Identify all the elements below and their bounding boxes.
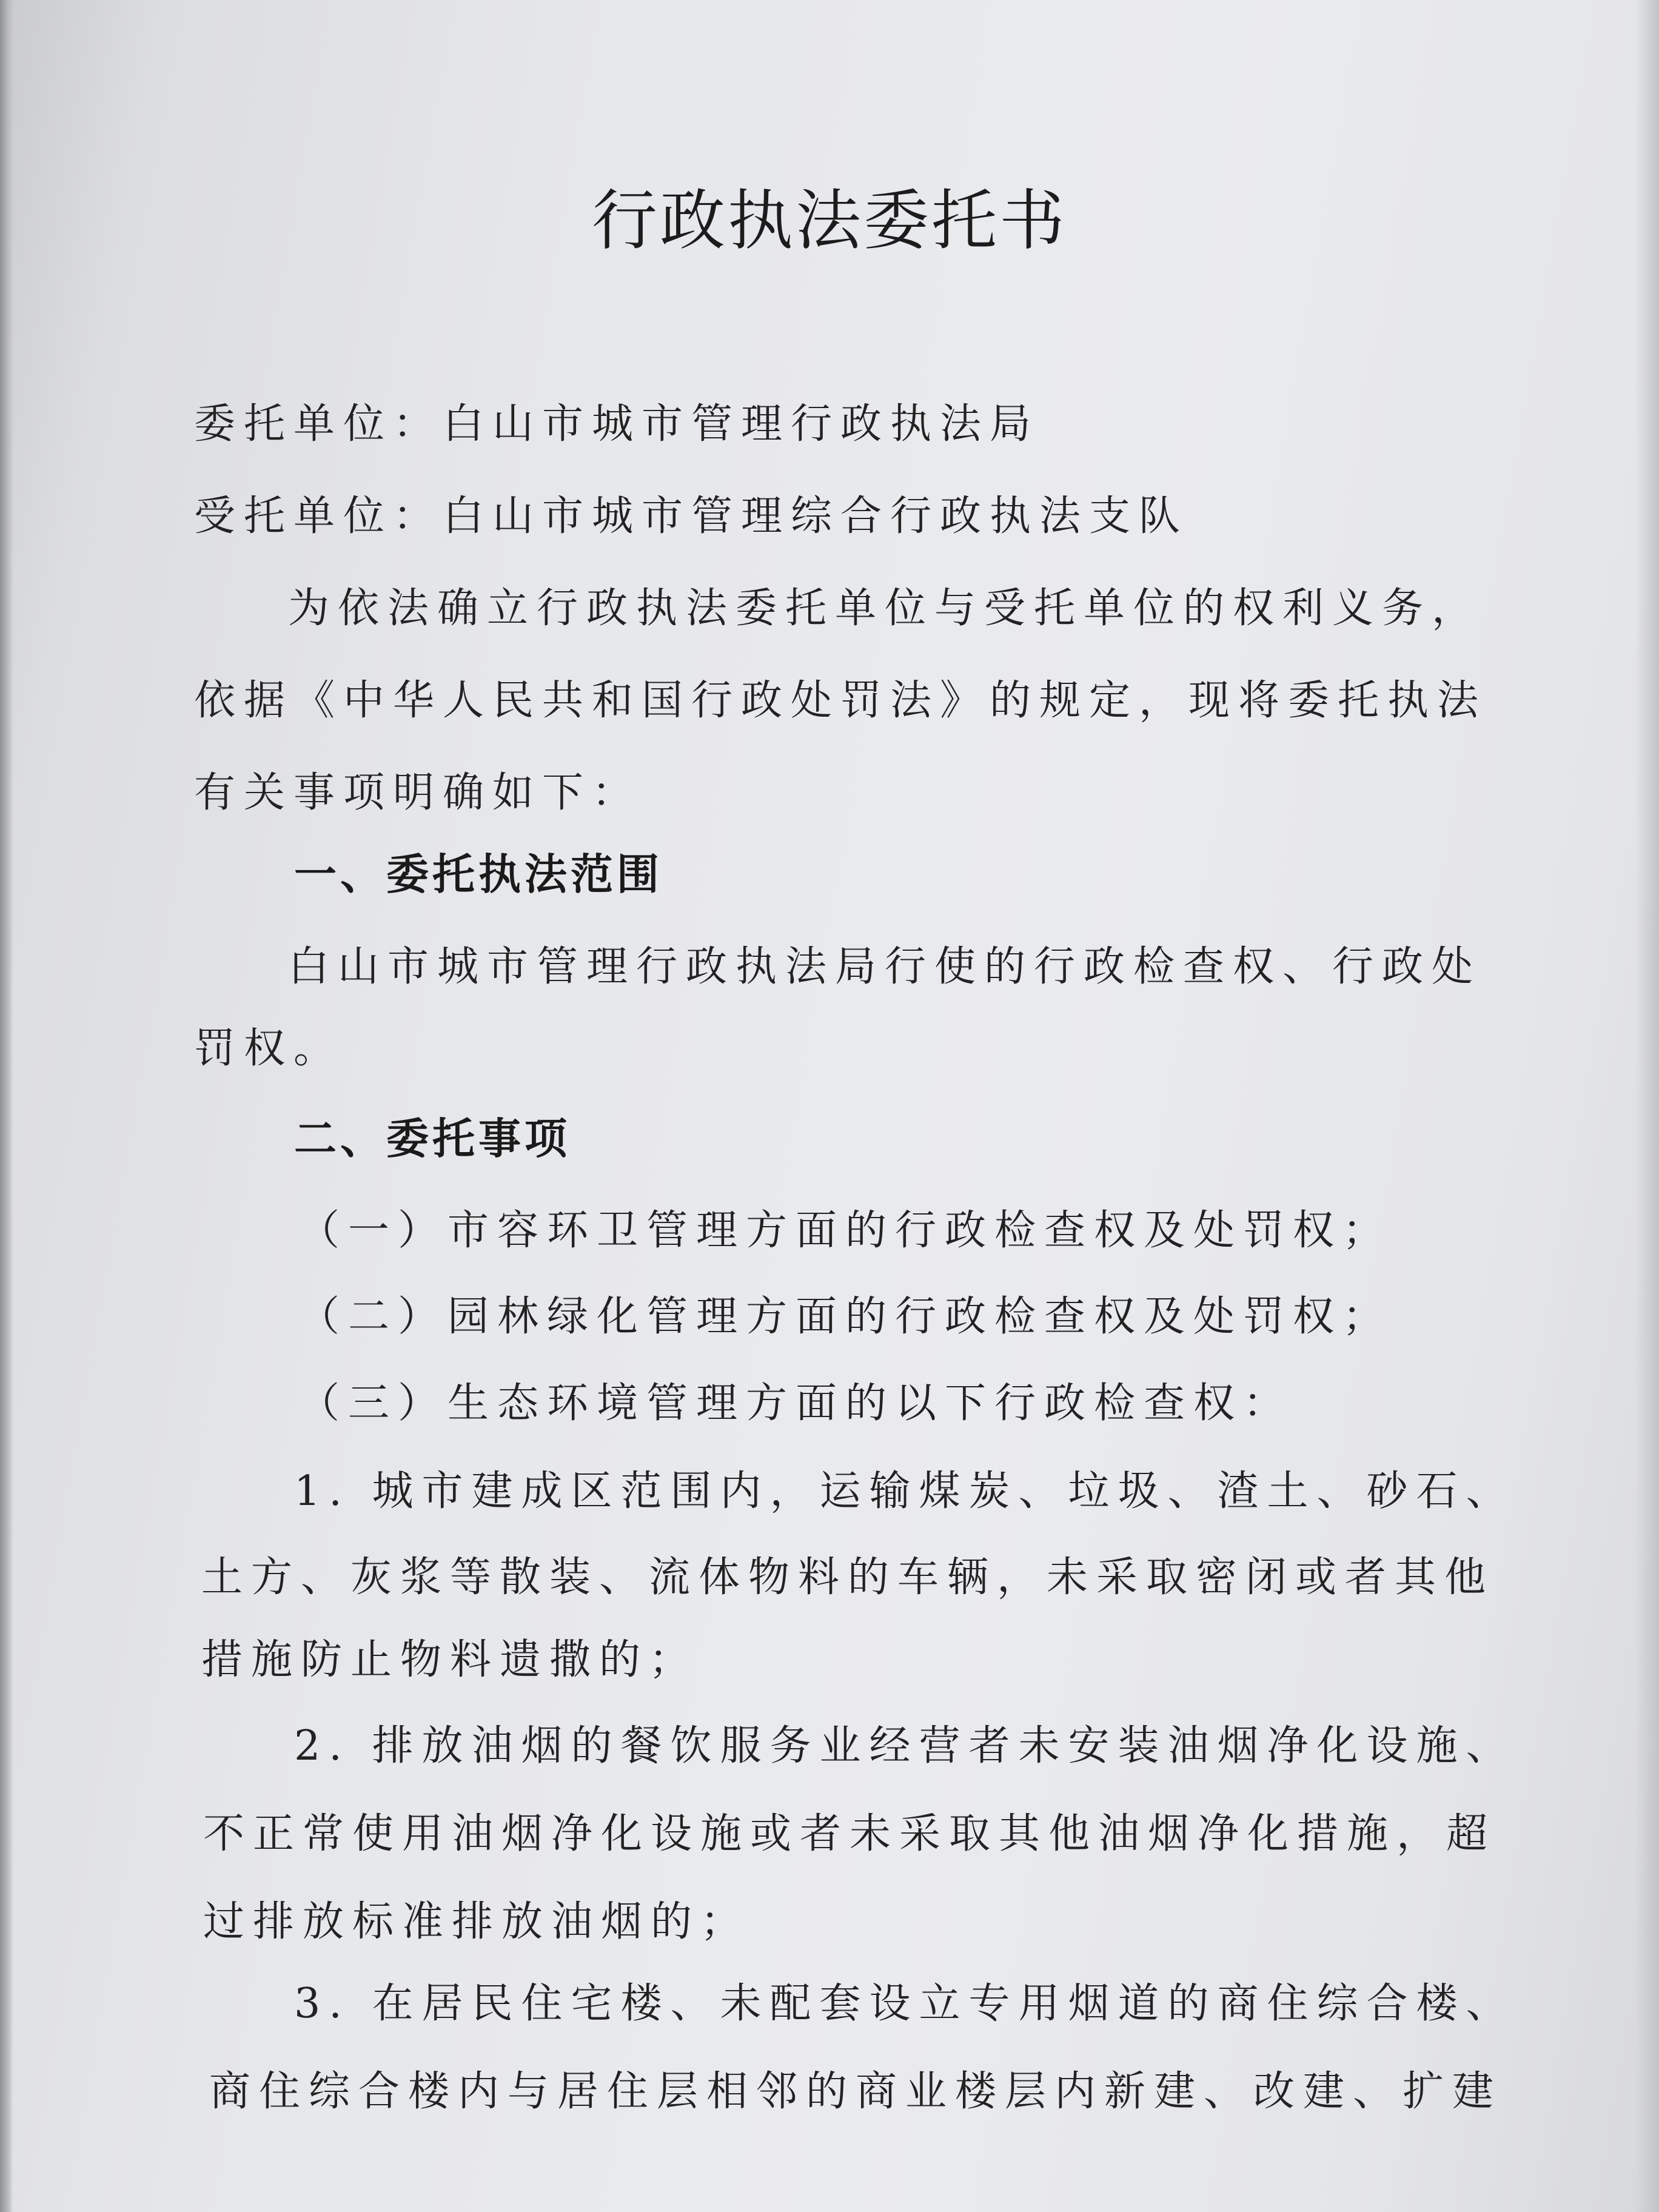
item1-line-3: 措施防止物料遗撒的；: [201, 1636, 699, 1684]
document-title: 行政执法委托书: [591, 183, 1067, 259]
intro-line-3: 有关事项明确如下：: [194, 769, 642, 817]
item2-line-1: 2. 排放油烟的餐饮服务业经营者未安装油烟净化设施、: [294, 1722, 1516, 1770]
item3-line-1: 3. 在居民住宅楼、未配套设立专用烟道的商住综合楼、: [294, 1980, 1516, 2028]
section1-heading: 一、委托执法范围: [294, 850, 663, 899]
intro-line-1: 为依法确立行政执法委托单位与受托单位的权利义务，: [288, 585, 1482, 632]
subitem-1: （一）市容环卫管理方面的行政检查权及处罚权；: [298, 1207, 1393, 1255]
item3-line-2: 商住综合楼内与居住层相邻的商业楼层内新建、改建、扩建: [209, 2068, 1503, 2116]
subitem-2: （二）园林绿化管理方面的行政检查权及处罚权；: [298, 1293, 1393, 1341]
item2-line-2: 不正常使用油烟净化设施或者未采取其他油烟净化措施，超: [203, 1810, 1496, 1858]
entrusted-party-line: 受托单位：白山市城市管理综合行政执法支队: [194, 492, 1189, 540]
intro-line-2: 依据《中华人民共和国行政处罚法》的规定，现将委托执法: [194, 677, 1487, 725]
item1-line-2: 土方、灰浆等散装、流体物料的车辆，未采取密闭或者其他: [201, 1553, 1495, 1601]
subitem-3: （三）生态环境管理方面的以下行政检查权：: [298, 1379, 1293, 1427]
section2-heading: 二、委托事项: [294, 1114, 571, 1164]
item2-line-3: 过排放标准排放油烟的；: [203, 1898, 751, 1946]
item1-line-1: 1. 城市建成区范围内，运输煤炭、垃圾、渣土、砂石、: [294, 1467, 1516, 1515]
page-right-edge-shadow: [1635, 0, 1659, 2212]
section1-line-1: 白山市城市管理行政执法局行使的行政检查权、行政处: [288, 943, 1482, 991]
page-left-edge-shadow: [0, 0, 13, 2212]
section1-line-2: 罚权。: [194, 1025, 344, 1073]
entrusting-party-line: 委托单位：白山市城市管理行政执法局: [194, 400, 1040, 448]
